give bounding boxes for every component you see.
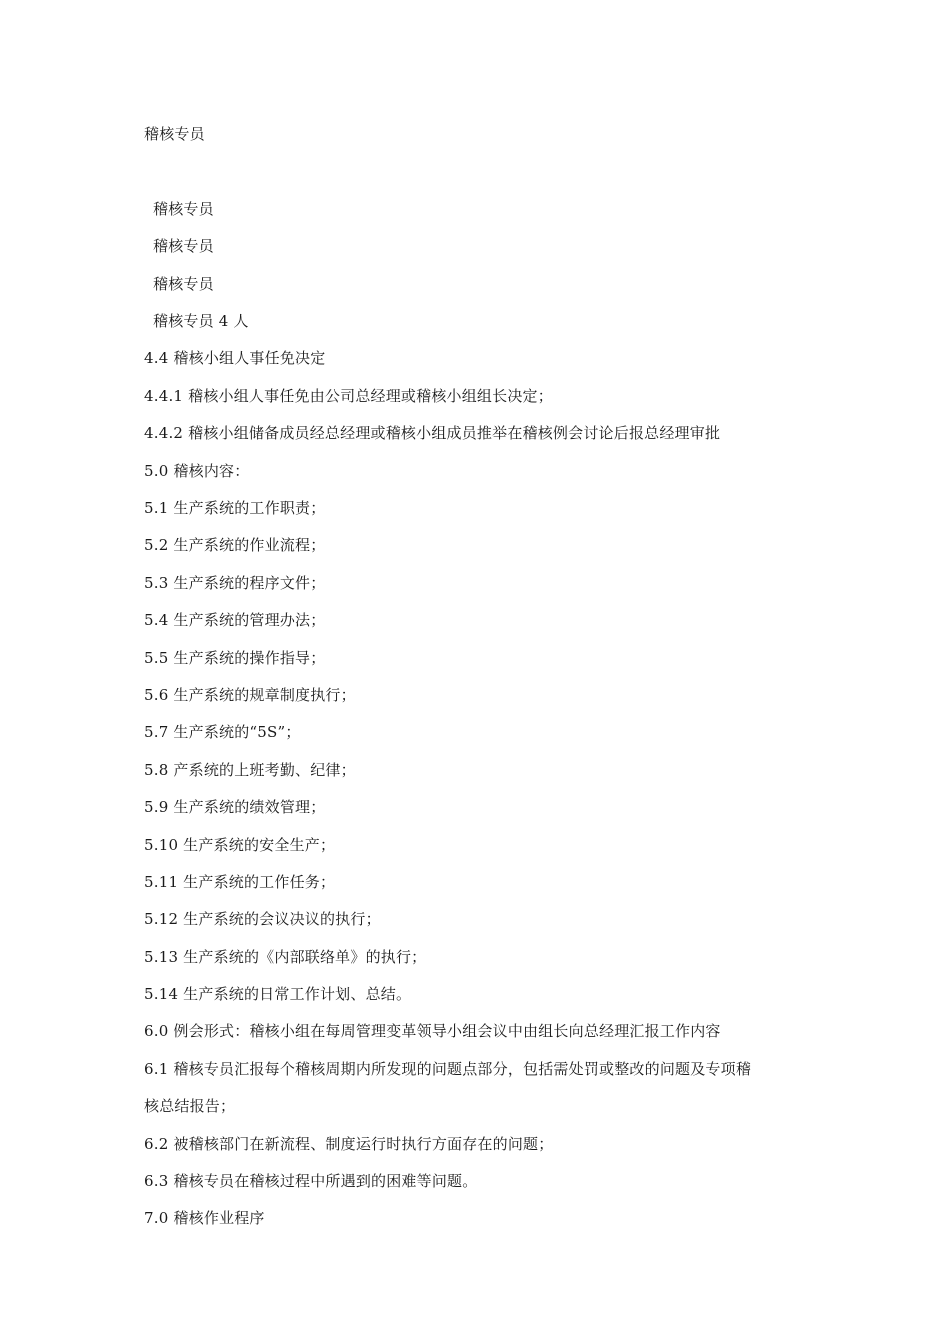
section-heading: 6.0 例会形式：稽核小组在每周管理变革领导小组会议中由组长向总经理汇报工作内容 (144, 1022, 721, 1040)
list-item: 5.6 生产系统的规章制度执行； (144, 686, 356, 704)
paragraph: 4.4.1 稽核小组人事任免由公司总经理或稽核小组组长决定； (144, 387, 553, 405)
paragraph: 6.3 稽核专员在稽核过程中所遇到的困难等问题。 (144, 1172, 478, 1190)
paragraph-continuation: 核总结报告； (144, 1097, 236, 1115)
list-item: 5.8 产系统的上班考勤、纪律； (144, 761, 356, 779)
paragraph: 6.2 被稽核部门在新流程、制度运行时执行方面存在的问题； (144, 1135, 554, 1153)
list-item: 5.1 生产系统的工作职责； (144, 499, 326, 517)
list-item: 5.14 生产系统的日常工作计划、总结。 (144, 985, 412, 1003)
role-line: 稽核专员 (153, 275, 214, 293)
section-heading: 5.0 稽核内容： (144, 462, 250, 480)
role-line: 稽核专员 (153, 237, 214, 255)
section-heading: 7.0 稽核作业程序 (144, 1209, 265, 1227)
list-item: 5.11 生产系统的工作任务； (144, 873, 336, 891)
paragraph: 6.1 稽核专员汇报每个稽核周期内所发现的问题点部分，包括需处罚或整改的问题及专项稽 (144, 1060, 752, 1078)
list-item: 5.10 生产系统的安全生产； (144, 836, 336, 854)
section-heading: 4.4 稽核小组人事任免决定 (144, 349, 326, 367)
list-item: 5.12 生产系统的会议决议的执行； (144, 910, 381, 928)
list-item: 5.5 生产系统的操作指导； (144, 649, 326, 667)
role-line: 稽核专员 4 人 (153, 312, 249, 330)
list-item: 5.3 生产系统的程序文件； (144, 574, 326, 592)
list-item: 5.4 生产系统的管理办法； (144, 611, 326, 629)
list-item: 5.13 生产系统的《内部联络单》的执行； (144, 948, 427, 966)
role-line: 稽核专员 (153, 200, 214, 218)
list-item: 5.2 生产系统的作业流程； (144, 536, 326, 554)
list-item: 5.9 生产系统的绩效管理； (144, 798, 326, 816)
paragraph: 4.4.2 稽核小组储备成员经总经理或稽核小组成员推举在稽核例会讨论后报总经理审批 (144, 424, 721, 442)
list-item: 5.7 生产系统的“5S”； (144, 723, 301, 741)
top-heading: 稽核专员 (144, 125, 205, 143)
